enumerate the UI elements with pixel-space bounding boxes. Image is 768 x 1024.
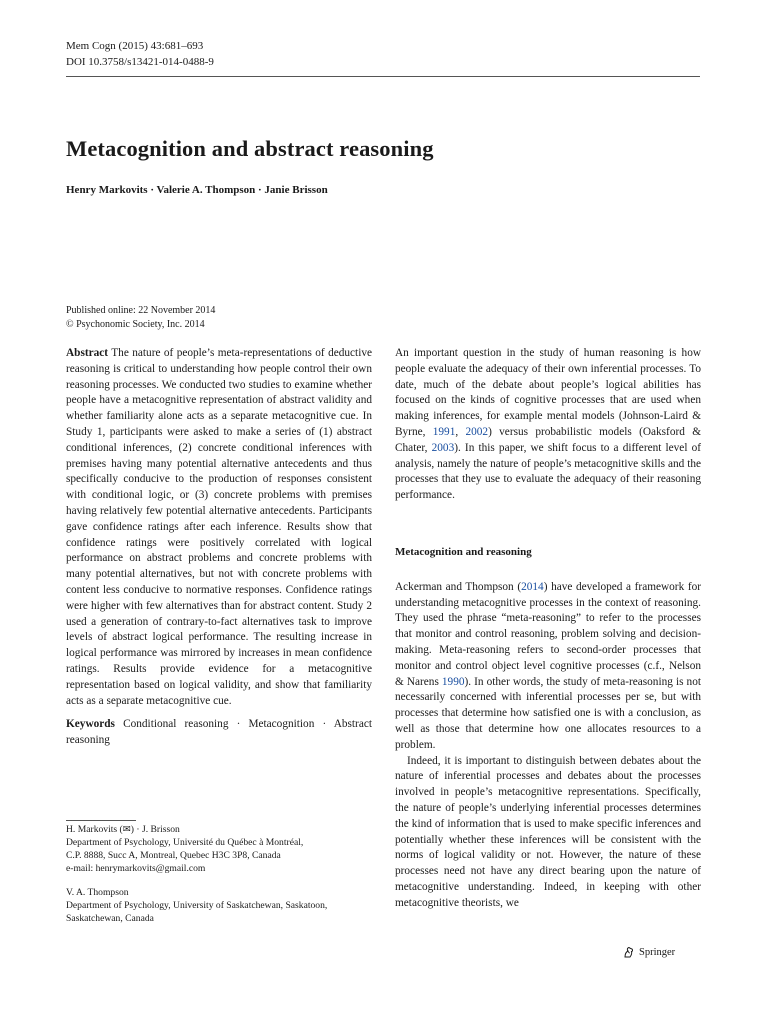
- published-date: Published online: 22 November 2014: [66, 305, 216, 316]
- intro-paragraph: [395, 346, 701, 504]
- citation-link[interactable]: 1991: [432, 425, 456, 438]
- affil2-dept: Department of Psychology, University of Saskatchewan, Saskatoon,: [66, 900, 328, 911]
- intro-text-1: An important question in the study of human reasoning is how people evaluate the adequacy of their own inferential processes. To date, much of the debate about people’s logical abilities has focused on the kinds of cognitive processes that are used when making inferences, for example mental models (Johnson-Laird & Byrne,: [395, 347, 701, 438]
- citation-separator: ,: [455, 425, 466, 438]
- citation-link[interactable]: 2014: [521, 580, 544, 593]
- author-affiliations: [66, 823, 372, 925]
- intro-text-3: ). In this paper, we shift focus to a different level of analysis, namely the nature of people’s metacognitive skills and the processes that they use to evaluate the adequacy of their reasoning performance.: [395, 441, 702, 502]
- left-column: [66, 346, 372, 749]
- keywords-text: Conditional reasoning · Metacognition · Abstract reasoning: [66, 718, 372, 747]
- paragraph-text: Ackerman and Thompson (: [395, 580, 522, 593]
- affil2-address: Saskatchewan, Canada: [66, 913, 154, 924]
- affil1-email[interactable]: e-mail: henrymarkovits@gmail.com: [66, 863, 206, 874]
- keywords: [66, 717, 372, 749]
- doi[interactable]: DOI 10.3758/s13421-014-0488-9: [66, 56, 214, 68]
- abstract-label: Abstract: [66, 347, 109, 359]
- abstract-text: The nature of people’s meta-representations of deductive reasoning is critical to understanding how people control their own reasoning processes. We conducted two studies to examine whether people have a metacognitive representation of abstract validity and whether familiarity alone acts as a separate metacognitive cue. In Study 1, participants were asked to make a series of (1) abstract conditional inferences, (2) concrete conditional inferences with premises having many potential alternative antecedents and thus specifically conducive to the production of responses consistent with conditional logic, or (3) concrete problems with premises having relatively few potential alternative antecedents. Participants gave confidence ratings after each inference. Results show that confidence ratings were positively correlated with logical performance on abstract problems and concrete problems with many potential alternatives, but not with concrete problems with content less conducive to normative responses. Confidence ratings were higher with few alternatives than for abstract content. Study 2 used a generation of contrary-to-fact alternatives task to improve levels of abstract logical performance. The resulting increase in logical performance was mirrored by increases in mean confidence ratings. Results provide evidence for a metacognitive representation based on logical validity, and show that familiarity acts as a separate metacognitive cue.: [66, 347, 373, 707]
- journal-header: [66, 38, 214, 70]
- body-paragraph: Indeed, it is important to distinguish between debates about the nature of inferential processes and debates about the processes involved in people’s metacognitive representations. Specifically, the nature of people’s underlying inferential processes determines the kind of information that is used to make specific inferences and potentially whether these inferences will be consistent with the norms of logical validity or not. However, the nature of these processes need not have any direct bearing upon the nature of metacognitive understanding. Indeed, in keeping with other metacognitive theorists, we: [395, 754, 701, 909]
- intro-text-2: ) versus probabilistic models (Oaksford & Chater,: [395, 425, 701, 454]
- affil1-names: H. Markovits (✉) · J. Brisson: [66, 824, 180, 835]
- publisher-logo: [622, 946, 675, 959]
- publisher-name: Springer: [639, 947, 676, 958]
- abstract: [66, 346, 372, 709]
- citation-link[interactable]: 2002: [465, 425, 489, 438]
- body-paragraph: [395, 580, 701, 754]
- paragraph-text: ). In other words, the study of meta-reasoning is not necessarily concerned with inferential processes per se, but with processes that determine how satisfied one is with a conclusion, as well as those that determine how one allocates resources to a problem.: [395, 675, 701, 751]
- section-heading: Metacognition and reasoning: [395, 545, 532, 558]
- article-title: Metacognition and abstract reasoning: [66, 136, 434, 161]
- right-column: [395, 346, 701, 912]
- footnote-rule: [66, 820, 136, 821]
- publication-info: [66, 304, 215, 332]
- journal-citation: Mem Cogn (2015) 43:681–693: [66, 40, 204, 52]
- keywords-label: Keywords: [66, 718, 115, 731]
- affil1-dept: Department of Psychology, Université du Québec à Montréal,: [66, 837, 304, 848]
- citation-link[interactable]: 1990: [441, 675, 465, 688]
- header-rule: [66, 76, 700, 77]
- copyright: © Psychonomic Society, Inc. 2014: [66, 319, 205, 330]
- author-list: Henry Markovits · Valerie A. Thompson · Janie Brisson: [66, 184, 328, 196]
- paragraph-text: ) have developed a framework for understanding metacognitive processes in the context of reasoning. They used the phrase “meta-reasoning” to refer to the processes that monitor and control reasoning, problem solving and decision-making. Meta-reasoning refers to second-order processes that monitor and control object level cognitive processes (c.f., Nelson & Narens: [395, 580, 702, 688]
- affil1-address: C.P. 8888, Succ A, Montreal, Quebec H3C 3P8, Canada: [66, 850, 281, 861]
- affil2-name: V. A. Thompson: [66, 887, 129, 898]
- springer-horse-icon: [622, 946, 635, 959]
- citation-link[interactable]: 2003: [431, 441, 455, 454]
